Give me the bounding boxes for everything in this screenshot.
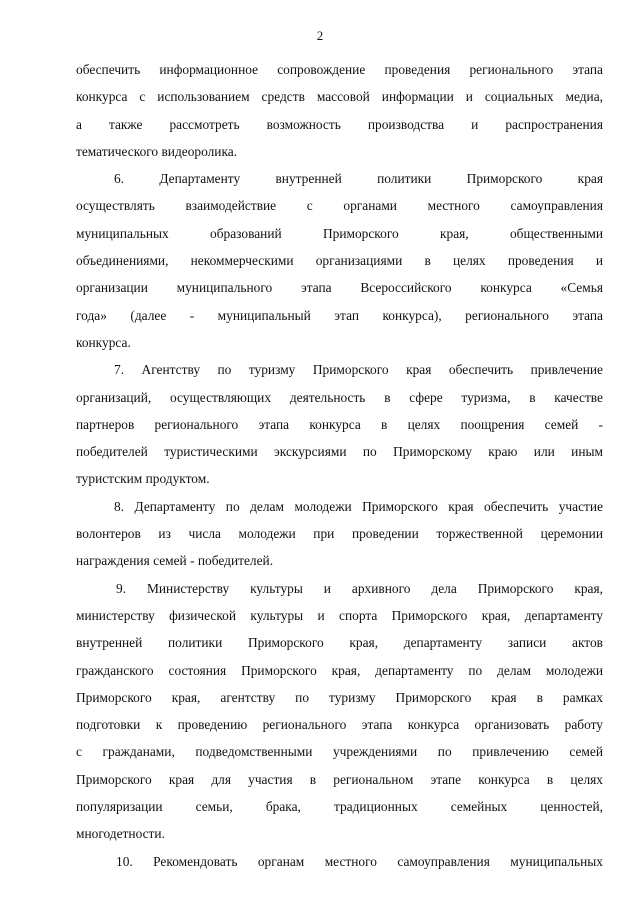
paragraph-6	[76, 165, 603, 356]
text-line: награждения семей - победителей.	[76, 553, 274, 569]
text-line: организации муниципального этапа Всероссийского конкурса «Семья	[76, 280, 603, 296]
text-line: муниципальных образований Приморского края, общественными	[76, 225, 603, 241]
text-line: Приморского края для участия в региональном этапе конкурса в целях	[76, 771, 603, 787]
text-line: объединениями, некоммерческими организациями в целях проведения и	[76, 253, 603, 269]
text-line: туристским продуктом.	[76, 471, 210, 487]
text-line: организаций, осуществляющих деятельность в сфере туризма, в качестве	[76, 389, 603, 405]
text-line: внутренней политики Приморского края, департаменту записи актов	[76, 635, 603, 651]
paragraph-9	[76, 575, 603, 848]
text-line: а также рассмотреть возможность производства и распространения	[76, 116, 603, 132]
text-line: партнеров регионального этапа конкурса в целях поощрения семей -	[76, 416, 603, 432]
text-line: конкурса с использованием средств массовой информации и социальных медиа,	[76, 89, 603, 105]
document-body	[76, 56, 603, 875]
text-line: осуществлять взаимодействие с органами местного самоуправления	[76, 198, 603, 214]
text-line: тематического видеоролика.	[76, 143, 238, 159]
text-line: года» (далее - муниципальный этап конкурса), регионального этапа	[76, 307, 603, 323]
text-line: обеспечить информационное сопровождение проведения регионального этапа	[76, 62, 603, 77]
text-line: 9. Министерству культуры и архивного дела Приморского края,	[116, 580, 603, 596]
paragraph-10	[76, 848, 603, 875]
text-line: конкурса.	[76, 334, 131, 350]
text-line: многодетности.	[76, 826, 165, 842]
text-line: популяризации семьи, брака, традиционных семейных ценностей,	[76, 799, 603, 815]
text-line: волонтеров из числа молодежи при проведении торжественной церемонии	[76, 526, 603, 542]
text-line: Приморского края, агентству по туризму Приморского края в рамках	[76, 689, 603, 705]
text-line: 7. Агентству по туризму Приморского края обеспечить привлечение	[114, 362, 603, 378]
text-line: подготовки к проведению регионального этапа конкурса организовать работу	[76, 717, 603, 733]
page-number: 2	[316, 28, 324, 43]
text-line: 10. Рекомендовать органам местного самоуправления муниципальных	[116, 853, 603, 869]
paragraph-8	[76, 493, 603, 575]
text-line: министерству физической культуры и спорта Приморского края, департаменту	[76, 607, 603, 623]
text-line: 6. Департаменту внутренней политики Приморского края	[114, 171, 603, 187]
text-line: гражданского состояния Приморского края, департаменту по делам молодежи	[76, 662, 603, 678]
paragraph-5-continuation	[76, 56, 603, 165]
paragraph-7	[76, 356, 603, 492]
text-line: победителей туристическими экскурсиями по Приморскому краю или иным	[76, 444, 603, 460]
text-line: 8. Департаменту по делам молодежи Приморского края обеспечить участие	[114, 498, 603, 514]
text-line: с гражданами, подведомственными учреждениями по привлечению семей	[76, 744, 603, 760]
